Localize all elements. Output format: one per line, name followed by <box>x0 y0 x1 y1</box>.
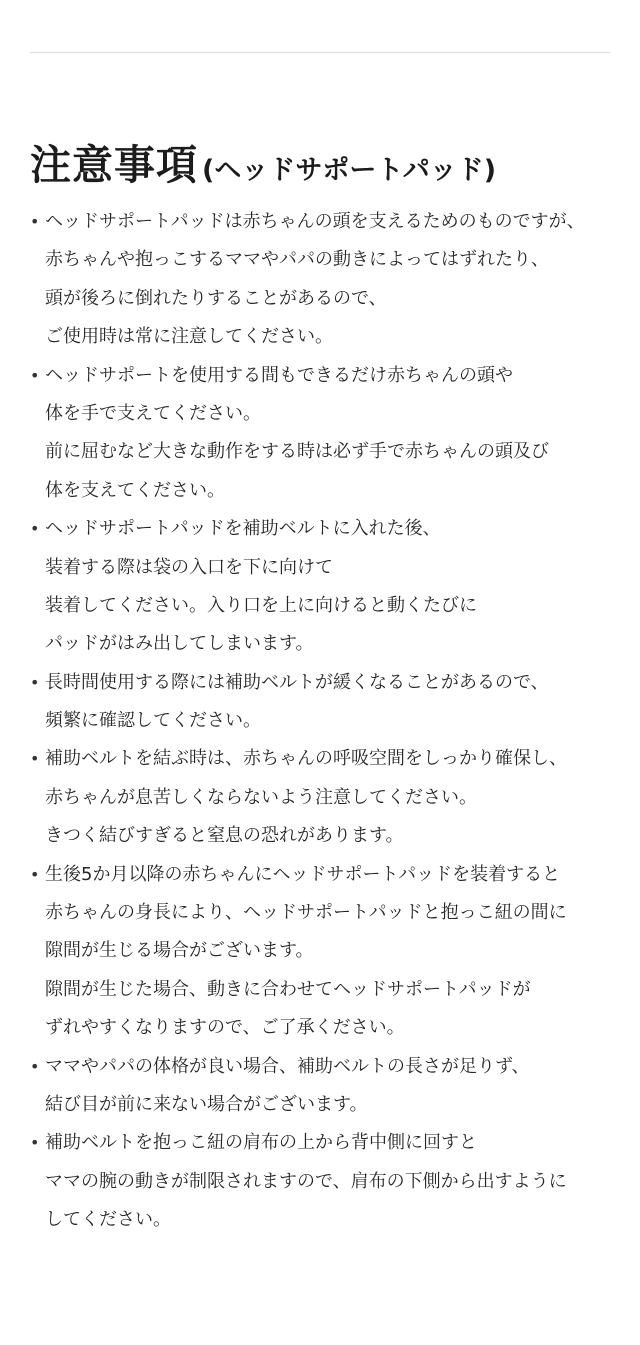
caution-text-line: 頻繁に確認してください。 <box>45 710 261 732</box>
caution-text-line: 隙間が生じる場合がございます。 <box>45 940 314 962</box>
caution-text-line: 体を支えてください。 <box>45 479 225 501</box>
caution-text-line: 赤ちゃんや抱っこするママやパパの動きによってはずれたり、 <box>45 249 549 271</box>
caution-item <box>30 664 620 741</box>
caution-text-line: 長時間使用する際には補助ベルトが緩くなることがあるので、 <box>45 671 549 693</box>
caution-text-line: 赤ちゃんの身長により、ヘッドサポートパッドと抱っこ紐の間に <box>45 902 567 924</box>
caution-text-line: してください。 <box>45 1209 171 1231</box>
caution-text-line: ママの腕の動きが制限されますので、肩布の下側から出すように <box>45 1170 567 1192</box>
bullet-marker: • <box>30 519 40 539</box>
bullet-marker: • <box>30 365 40 385</box>
caution-text-line: 隙間が生じた場合、動きに合わせてヘッドサポートパッドが <box>45 978 531 1000</box>
bullet-marker: • <box>30 212 40 231</box>
bullet-marker: • <box>30 672 40 692</box>
caution-text-line: 補助ベルトを抱っこ紐の肩布の上から背中側に回すと <box>45 1132 477 1154</box>
caution-text-line: ご使用時は常に注意してください。 <box>45 326 333 348</box>
caution-item <box>30 1048 620 1125</box>
caution-text-line: ママやパパの体格が良い場合、補助ベルトの長さが足りず、 <box>45 1055 530 1077</box>
caution-list <box>30 203 620 1240</box>
top-divider <box>30 52 610 53</box>
caution-text-line: 体を手で支えてください。 <box>45 402 261 424</box>
title-main: 注意事項 <box>30 141 198 189</box>
caution-text-line: 前に屈むなど大きな動作をする時は必ず手で赤ちゃんの頭及び <box>45 441 549 463</box>
caution-text-line: 結び目が前に来ない場合がございます。 <box>45 1093 368 1115</box>
caution-item <box>30 740 620 855</box>
caution-text-line: パッドがはみ出してしまいます。 <box>45 633 314 655</box>
caution-text-line: 装着する際は袋の入口を下に向けて <box>45 556 333 578</box>
caution-text-line: 装着してください。入り口を上に向けると動くたびに <box>45 594 477 616</box>
caution-item <box>30 510 620 664</box>
caution-item <box>30 357 620 511</box>
bullet-marker: • <box>30 864 40 884</box>
caution-text-line: ヘッドサポートパッドを補助ベルトに入れた後、 <box>45 518 441 540</box>
title-subtitle: (ヘッドサポートパッド) <box>202 155 497 186</box>
caution-text-line: ヘッドサポートパッドは赤ちゃんの頭を支えるためのものですが、 <box>45 211 585 232</box>
caution-text-line: ずれやすくなりますので、ご了承ください。 <box>45 1017 405 1039</box>
bullet-marker: • <box>30 749 40 769</box>
caution-text-line: 生後5か月以降の赤ちゃんにヘッドサポートパッドを装着すると <box>45 863 561 885</box>
bullet-marker: • <box>30 1056 40 1076</box>
caution-item <box>30 856 620 1048</box>
caution-text-line: 頭が後ろに倒れたりすることがあるので、 <box>45 287 387 309</box>
section-title <box>30 132 496 191</box>
bullet-marker: • <box>30 1133 40 1153</box>
caution-item <box>30 1124 620 1239</box>
caution-text-line: 赤ちゃんが息苦しくならないよう注意してください。 <box>45 786 477 808</box>
caution-text-line: ヘッドサポートを使用する間もできるだけ赤ちゃんの頭や <box>45 364 513 386</box>
caution-text-line: 補助ベルトを結ぶ時は、赤ちゃんの呼吸空間をしっかり確保し、 <box>45 748 567 770</box>
caution-text-line: きつく結びすぎると窒息の恐れがあります。 <box>45 825 404 847</box>
caution-item <box>30 203 620 357</box>
